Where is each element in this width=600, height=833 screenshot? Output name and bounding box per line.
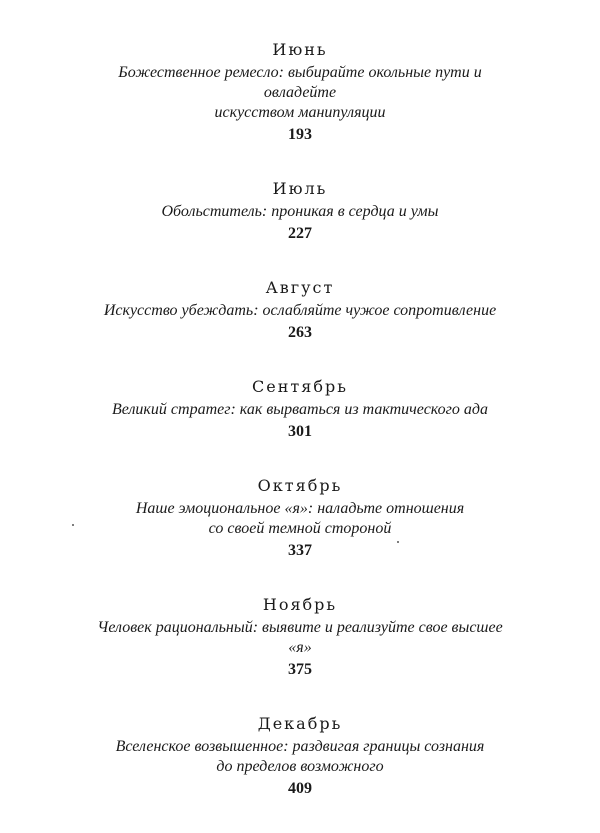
subtitle-line: Искусство убеждать: ослабляйте чужое сопротивление (103, 302, 497, 319)
month-heading: Сентябрь (252, 377, 348, 396)
page-number: 263 (288, 324, 312, 341)
subtitle-line: искусством манипуляции (214, 104, 386, 121)
page-number: 301 (288, 423, 312, 440)
scan-speck (72, 524, 74, 526)
subtitle-line: Великий стратег: как вырваться из тактического ада (111, 401, 489, 418)
chapter-subtitle (90, 301, 510, 321)
table-of-contents (0, 40, 600, 833)
month-heading: Июль (272, 179, 328, 198)
subtitle-line: со своей темной стороной (208, 520, 392, 537)
toc-entry-october (0, 476, 600, 562)
month-heading: Август (265, 278, 335, 297)
page-number: 375 (288, 661, 312, 678)
toc-entry-august (0, 278, 600, 344)
page-number: 193 (288, 126, 312, 143)
page-number: 337 (288, 542, 312, 559)
month-heading: Июнь (272, 40, 328, 59)
toc-entry-december (0, 714, 600, 800)
chapter-subtitle (90, 618, 510, 658)
page-number: 409 (288, 780, 312, 797)
toc-entry-july (0, 179, 600, 245)
subtitle-line: до пределов возможного (216, 758, 384, 775)
toc-entry-november (0, 595, 600, 681)
month-heading: Октябрь (257, 476, 343, 495)
scan-speck (397, 541, 399, 543)
subtitle-line: Вселенское возвышенное: раздвигая границы сознания (115, 738, 485, 755)
chapter-subtitle (90, 400, 510, 420)
month-heading: Декабрь (257, 714, 343, 733)
page-number: 227 (288, 225, 312, 242)
chapter-subtitle (90, 63, 510, 123)
chapter-subtitle (90, 202, 510, 222)
subtitle-line: Наше эмоциональное «я»: наладьте отношения (135, 500, 465, 517)
toc-entry-june (0, 40, 600, 146)
toc-entry-september (0, 377, 600, 443)
chapter-subtitle (90, 499, 510, 539)
subtitle-line: Божественное ремесло: выбирайте окольные пути и овладейте (118, 64, 482, 101)
subtitle-line: Обольститель: проникая в сердца и умы (161, 203, 439, 220)
chapter-subtitle (90, 737, 510, 777)
month-heading: Ноябрь (262, 595, 338, 614)
subtitle-line: Человек рациональный: выявите и реализуйте свое высшее «я» (97, 619, 503, 656)
